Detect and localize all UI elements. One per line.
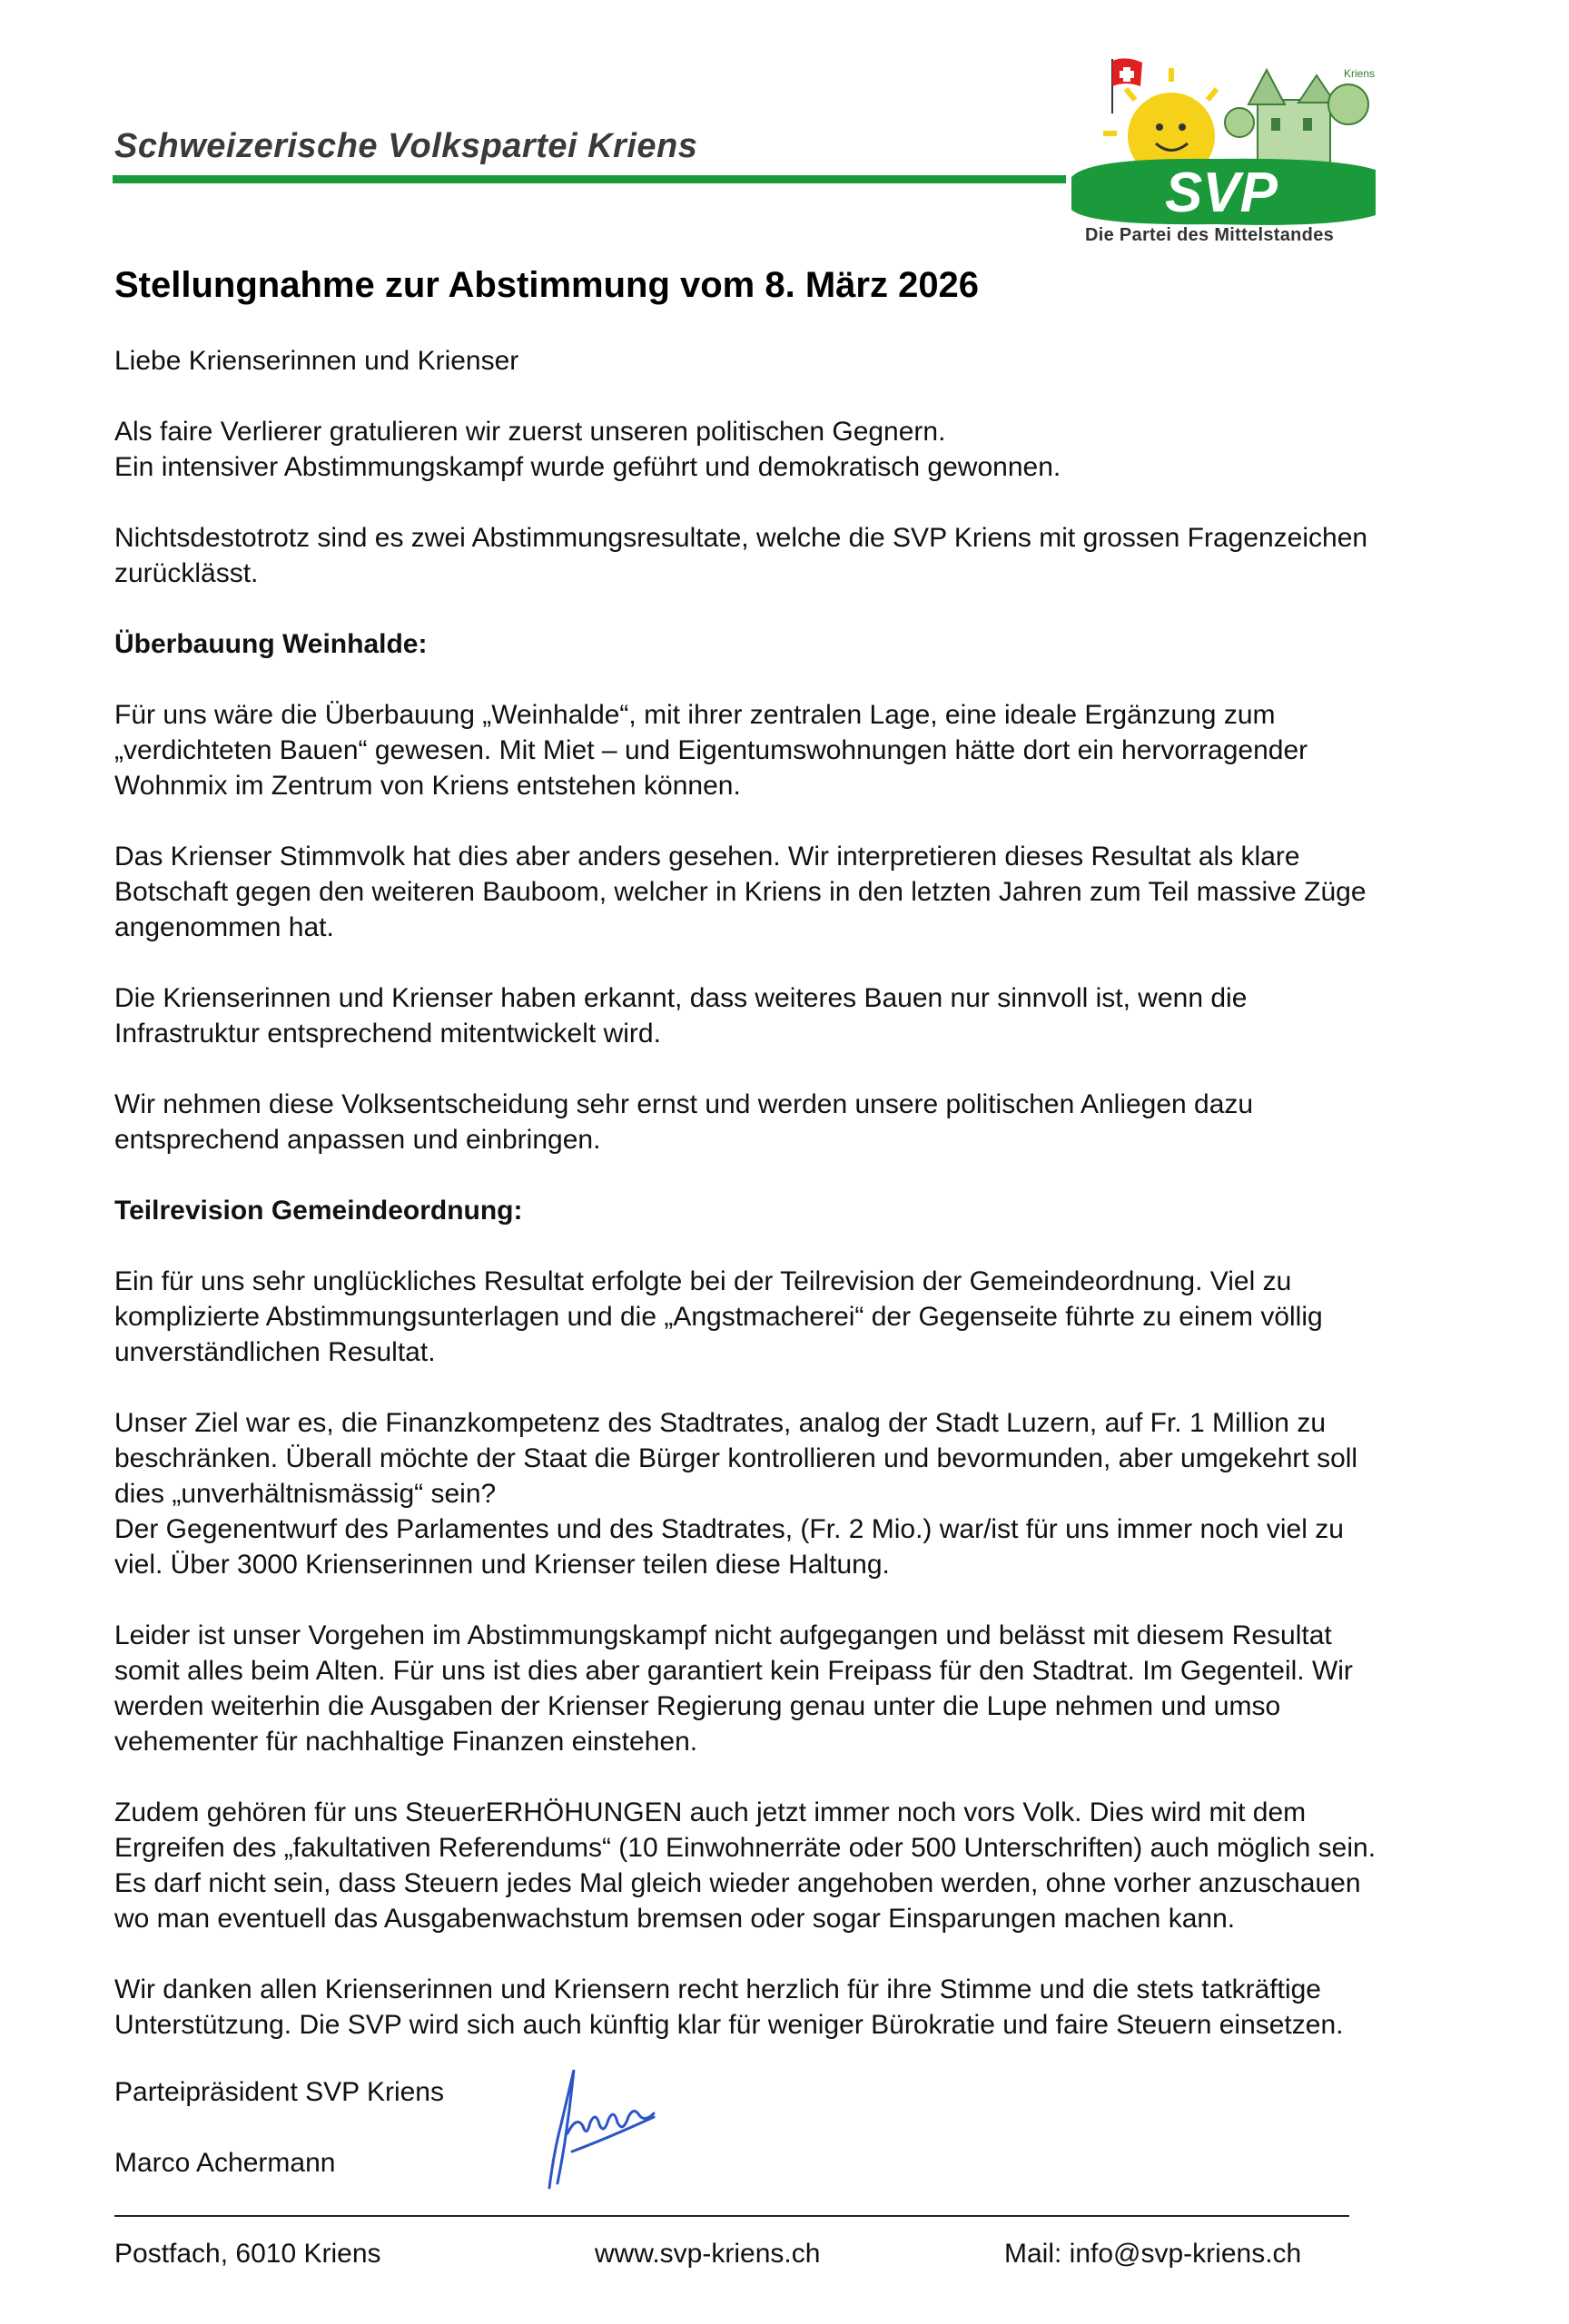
text-line: Für uns wäre die Überbauung „Weinhalde“, mit ihrer zentralen Lage, eine ideale Ergänzung zum <box>114 700 1276 730</box>
text-line: dies „unverhältnismässig“ sein? <box>114 1479 497 1509</box>
castle-icon <box>1225 70 1368 163</box>
text-line: viel. Über 3000 Krienserinnen und Krienser teilen diese Haltung. <box>114 1550 890 1580</box>
text-line: Wir nehmen diese Volksentscheidung sehr ernst und werden unsere politischen Anliegen dazu <box>114 1089 1254 1119</box>
footer-rule <box>114 2215 1349 2217</box>
paragraph <box>114 1405 1495 1582</box>
salutation: Liebe Krienserinnen und Krienser <box>114 346 519 376</box>
signatory-role: Parteipräsident SVP Kriens <box>114 2077 444 2107</box>
text-line: angenommen hat. <box>114 912 334 942</box>
paragraph <box>114 1087 1495 1157</box>
intro-paragraph <box>114 414 1495 485</box>
text-line: entsprechend anpassen und einbringen. <box>114 1125 601 1155</box>
text-line: Ergreifen des „fakultativen Referendums“ (10 Einwohnerräte oder 500 Unterschriften) auch möglich sein. <box>114 1833 1377 1863</box>
text-line: Leider ist unser Vorgehen im Abstimmungskampf nicht aufgegangen und belässt mit diesem Resultat <box>114 1620 1332 1650</box>
footer-address: Postfach, 6010 Kriens <box>114 2239 381 2269</box>
swiss-flag-icon <box>1112 58 1142 113</box>
signatory-name: Marco Achermann <box>114 2148 336 2178</box>
text-line: Ein intensiver Abstimmungskampf wurde geführt und demokratisch gewonnen. <box>114 452 1061 482</box>
intro-paragraph-2 <box>114 520 1495 591</box>
letter-body <box>114 263 1495 2078</box>
footer-mail-link[interactable]: Mail: info@svp-kriens.ch <box>1004 2239 1302 2269</box>
text-line: Der Gegenentwurf des Parlamentes und des Stadtrates, (Fr. 2 Mio.) war/ist für uns immer noch viel zu <box>114 1514 1344 1544</box>
paragraph <box>114 697 1495 803</box>
paragraph <box>114 1618 1495 1759</box>
text-line: Die Krienserinnen und Krienser haben erkannt, dass weiteres Bauen nur sinnvoll ist, wenn die <box>114 983 1248 1013</box>
footer-website-link[interactable]: www.svp-kriens.ch <box>595 2239 821 2269</box>
organization-name: Schweizerische Volkspartei Kriens <box>114 127 698 165</box>
text-line: werden weiterhin die Ausgaben der Krienser Regierung genau unter die Lupe nehmen und umso <box>114 1691 1281 1721</box>
logo-text: SVP <box>1164 162 1278 224</box>
paragraph <box>114 1795 1495 1936</box>
signature-block <box>114 2074 444 2178</box>
text-line: Unterstützung. Die SVP wird sich auch künftig klar für weniger Bürokratie und faire Steuern einsetzen. <box>114 2010 1344 2040</box>
text-line: Das Krienser Stimmvolk hat dies aber anders gesehen. Wir interpretieren dieses Resultat als klare <box>114 842 1300 872</box>
text-line: Ein für uns sehr unglückliches Resultat erfolgte bei der Teilrevision der Gemeindeordnung. Viel zu <box>114 1266 1292 1296</box>
text-line: Wohnmix im Zentrum von Kriens entstehen können. <box>114 771 741 801</box>
text-line: somit alles beim Alten. Für uns ist dies aber garantiert kein Freipass für den Stadtrat. Im Gegenteil. Wir <box>114 1656 1353 1686</box>
text-line: Infrastruktur entsprechend mitentwickelt wird. <box>114 1019 661 1049</box>
text-line: vehementer für nachhaltige Finanzen einstehen. <box>114 1727 698 1757</box>
text-line: Unser Ziel war es, die Finanzkompetenz des Stadtrates, analog der Stadt Luzern, auf Fr. 1 Million zu <box>114 1408 1327 1438</box>
handwritten-signature <box>518 2061 672 2197</box>
text-line: Nichtsdestotrotz sind es zwei Abstimmungsresultate, welche die SVP Kriens mit grossen Fragenzeichen <box>114 523 1368 553</box>
paragraph <box>114 839 1495 945</box>
svp-logo-icon <box>1062 50 1385 250</box>
text-line: Wir danken allen Krienserinnen und Kriensern recht herzlich für ihre Stimme und die stets tatkräftige <box>114 1974 1321 2004</box>
closing-paragraph <box>114 1972 1495 2043</box>
text-line: zurücklässt. <box>114 558 259 588</box>
text-line: Als faire Verlierer gratulieren wir zuerst unseren politischen Gegnern. <box>114 417 946 447</box>
section-heading-weinhalde: Überbauung Weinhalde: <box>114 629 428 659</box>
paragraph <box>114 1264 1495 1370</box>
text-line: „verdichteten Bauen“ gewesen. Mit Miet – und Eigentumswohnungen hätte dort ein hervorragender <box>114 735 1308 765</box>
text-line: beschränken. Überall möchte der Staat die Bürger kontrollieren und bevormunden, aber umgekehrt soll <box>114 1443 1358 1473</box>
logo-small-label: Kriens <box>1344 67 1376 80</box>
text-line: wo man eventuell das Ausgabenwachstum bremsen oder sogar Einsparungen machen kann. <box>114 1904 1236 1934</box>
logo-tagline: Die Partei des Mittelstandes <box>1085 225 1335 245</box>
text-line: Zudem gehören für uns SteuerERHÖHUNGEN auch jetzt immer noch vors Volk. Dies wird mit dem <box>114 1797 1307 1827</box>
section-heading-gemeindeordnung: Teilrevision Gemeindeordnung: <box>114 1196 523 1226</box>
text-line: Botschaft gegen den weiteren Bauboom, welcher in Kriens in den letzten Jahren zum Teil massive Züge <box>114 877 1367 907</box>
text-line: Es darf nicht sein, dass Steuern jedes Mal gleich wieder angehoben werden, ohne vorher anzuschauen <box>114 1868 1361 1898</box>
text-line: unverständlichen Resultat. <box>114 1337 436 1367</box>
text-line: komplizierte Abstimmungsunterlagen und die „Angstmacherei“ der Gegenseite führte zu einem völlig <box>114 1302 1323 1332</box>
page-title: Stellungnahme zur Abstimmung vom 8. März 2026 <box>114 265 980 305</box>
paragraph <box>114 980 1495 1051</box>
header-green-rule <box>113 175 1066 183</box>
